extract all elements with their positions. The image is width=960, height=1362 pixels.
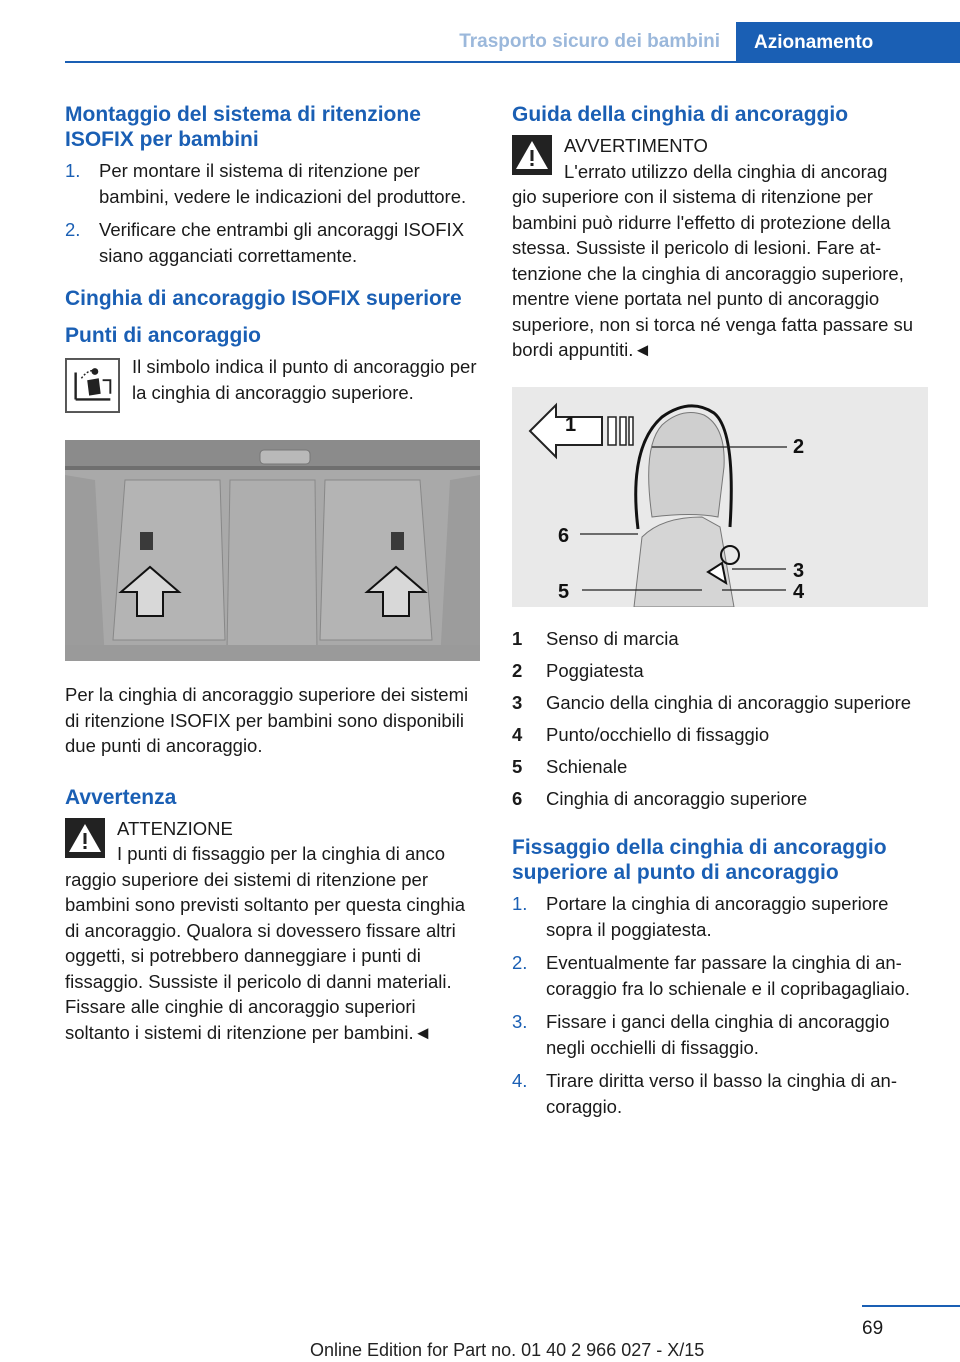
legend-text: Cinghia di ancoraggio superiore (546, 787, 808, 809)
list-item (65, 217, 480, 268)
edition-note: Online Edition for Part no. 01 40 2 966 027 - X/15 (310, 1340, 705, 1360)
diagram-label-3: 3 (793, 559, 805, 582)
photo-caption: Per la cinghia di ancoraggio superiore dei sistemi di ritenzione ISOFIX per bambini sono disponibili due punti di ancoraggio. (65, 684, 469, 756)
list-item (512, 754, 928, 780)
list-item (65, 158, 480, 209)
list-item (512, 950, 928, 1001)
step-number: 2. (512, 952, 528, 973)
step-number: 1. (512, 893, 528, 914)
diagram-label-6: 6 (558, 524, 570, 547)
anchor-points-photo (65, 440, 480, 661)
diagram-label-2: 2 (793, 435, 805, 458)
diagram-legend (512, 626, 928, 812)
caution-title: ATTENZIONE (117, 817, 233, 839)
list-item (512, 690, 928, 716)
tether-routing-diagram (512, 387, 928, 607)
step-text: Verificare che entrambi gli ancoraggi ISOFIX siano agganciati correttamente. (99, 219, 465, 266)
legend-number: 2 (512, 659, 523, 681)
mount-steps (65, 158, 480, 268)
list-item (512, 658, 928, 684)
warning-text: gio superiore con il sistema di ritenzione per bambini può ridurre l'effetto di protezione della stessa. Sussiste il pericolo di lesioni. Fare attenzione che la cinghia di ancoraggio superiore, mentre viene portata nel punto di ancoraggio superiore, non si torca né venga fatta passare su bordi appuntiti.◄ (512, 186, 914, 360)
heading-note: Avvertenza (65, 785, 177, 809)
fix-steps (512, 891, 928, 1119)
legend-number: 3 (512, 691, 523, 713)
caution-text-first: I punti di fissaggio per la cinghia di anco (117, 843, 446, 864)
heading-fix: Fissaggio della cinghia di ancoraggio superiore al punto di ancoraggio (512, 836, 887, 884)
legend-number: 1 (512, 627, 523, 649)
child-seat-anchor-icon (65, 358, 120, 413)
step-text: Tirare diritta verso il basso la cinghia di ancoraggio. (546, 1070, 897, 1117)
legend-number: 6 (512, 787, 523, 809)
legend-text: Senso di marcia (546, 627, 679, 649)
heading-guide: Guida della cinghia di ancoraggio (512, 103, 849, 126)
list-item (512, 722, 928, 748)
legend-number: 5 (512, 755, 523, 777)
footer-rule (862, 1305, 960, 1307)
list-item (512, 891, 928, 942)
heading-top-tether: Cinghia di ancoraggio ISOFIX superiore (65, 287, 462, 310)
list-item (512, 626, 928, 652)
caution-text: raggio superiore dei sistemi di ritenzione per bambini sono previsti soltanto per questa cinghia di ancoraggio. Qualora si dovessero fissare altri oggetti, si potrebbero danneggiare i punti di fissaggio. Sussiste il pericolo di danni materiali. Fissare alle cinghie di ancoraggio superiori soltanto i sistemi di ritenzione per bambini.◄ (65, 868, 466, 1043)
header-rule (65, 61, 960, 63)
legend-text: Poggiatesta (546, 659, 644, 681)
step-text: Fissare i ganci della cinghia di ancoraggio negli occhielli di fissaggio. (546, 1011, 890, 1058)
step-number: 3. (512, 1011, 528, 1032)
warning-triangle-icon (65, 818, 105, 858)
warning-title: AVVERTIMENTO (564, 135, 708, 156)
warning-triangle-icon (512, 135, 552, 175)
running-header-chapter: Azionamento (736, 22, 960, 62)
symbol-description: Il simbolo indica il punto di ancoraggio per la cinghia di ancoraggio superiore. (132, 356, 477, 403)
list-item (512, 1068, 928, 1119)
heading-anchor-points: Punti di ancoraggio (65, 324, 262, 347)
diagram-label-5: 5 (558, 580, 570, 603)
heading-mount: Montaggio del sistema di ritenzione ISOFIX per bambini (65, 103, 421, 151)
symbol-block (65, 354, 480, 414)
running-header-section: Trasporto sicuro dei bambini (459, 31, 720, 52)
list-item (512, 786, 928, 812)
legend-text: Gancio della cinghia di ancoraggio superiore (546, 691, 912, 713)
warning-text-first: L'errato utilizzo della cinghia di ancorag (564, 160, 888, 182)
step-text: Portare la cinghia di ancoraggio superiore sopra il poggiatesta. (546, 893, 889, 940)
legend-text: Punto/occhiello di fissaggio (546, 723, 770, 745)
list-item (512, 1009, 928, 1060)
left-column (65, 102, 480, 1045)
step-number: 1. (65, 160, 81, 181)
step-number: 4. (512, 1070, 528, 1091)
step-number: 2. (65, 219, 81, 240)
step-text: Per montare il sistema di ritenzione per bambini, vedere le indicazioni del produttore. (99, 160, 467, 207)
diagram-label-1: 1 (565, 413, 577, 436)
caution-box (65, 816, 480, 1046)
page-number: 69 (862, 1318, 884, 1339)
step-text: Eventualmente far passare la cinghia di ancoraggio fra lo schienale e il copribagagliaio. (546, 952, 911, 999)
legend-text: Schienale (546, 755, 628, 777)
right-column (512, 102, 928, 1127)
legend-number: 4 (512, 723, 523, 745)
warning-box (512, 133, 928, 363)
diagram-label-4: 4 (793, 580, 805, 603)
